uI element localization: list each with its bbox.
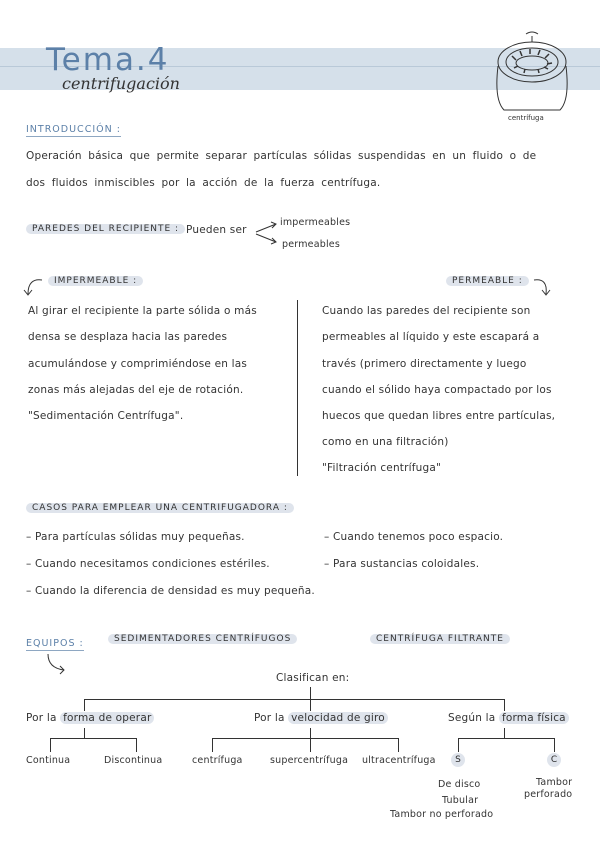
tree-line	[50, 738, 51, 752]
permeable-line-5: huecos que quedan libres entre partículas,	[322, 410, 556, 422]
impermeable-line-1: Al girar el recipiente la parte sólida o más	[28, 305, 257, 317]
centrifuge-drawing	[484, 30, 580, 126]
c-item-perforado: perforado	[524, 789, 573, 800]
c-item-tambor: Tambor	[536, 777, 573, 788]
case-item-1: – Para partículas sólidas muy pequeñas.	[26, 531, 245, 543]
curved-arrow-left-icon	[22, 276, 46, 298]
impermeable-line-3: acumulándose y comprimiéndose en las	[28, 358, 248, 370]
permeable-line-3: través (primero directamente y luego	[322, 358, 527, 370]
impermeable-heading: IMPERMEABLE :	[48, 276, 143, 286]
walls-option-impermeable: impermeables	[280, 217, 351, 228]
intro-heading: INTRODUCCIÓN :	[26, 124, 121, 135]
curved-arrow-right-icon	[530, 276, 554, 298]
tree-line	[310, 738, 311, 752]
case-item-4: – Cuando tenemos poco espacio.	[324, 531, 504, 543]
equipos-heading: EQUIPOS :	[26, 638, 84, 649]
tree-line	[310, 699, 311, 711]
column-divider	[297, 300, 298, 476]
page-title: Tema.4	[46, 42, 170, 78]
case-item-2: – Cuando necesitamos condiciones estériles.	[26, 558, 270, 570]
equipo-type-centrifuga-filtrante: CENTRÍFUGA FILTRANTE	[370, 634, 510, 644]
permeable-line-2: permeables al líquido y este escapará a	[322, 331, 540, 343]
shape-badge-c: C	[547, 753, 561, 767]
leaf-discontinua: Discontinua	[104, 755, 163, 766]
permeable-line-6: como en una filtración)	[322, 436, 449, 448]
tree-line	[84, 699, 504, 700]
s-item-tubular: Tubular	[442, 795, 479, 806]
tree-line	[458, 738, 554, 739]
leaf-continua: Continua	[26, 755, 71, 766]
leaf-supercentrifuga: supercentrífuga	[270, 755, 349, 766]
permeable-line-4: cuando el sólido haya compactado por los	[322, 384, 552, 396]
tree-line	[310, 728, 311, 738]
tree-line	[504, 699, 505, 711]
intro-line-2: dos fluidos inmiscibles por la acción de la fuerza centrífuga.	[26, 177, 381, 189]
tree-line	[212, 738, 398, 739]
impermeable-line-2: densa se desplaza hacia las paredes	[28, 331, 228, 343]
criterion-operation: Por la forma de operar	[26, 712, 154, 724]
impermeable-line-4: zonas más alejadas del eje de rotación.	[28, 384, 244, 396]
drawing-caption: centrífuga	[508, 114, 544, 122]
permeable-heading: PERMEABLE :	[446, 276, 529, 286]
permeable-line-7: "Filtración centrífuga"	[322, 462, 442, 474]
curved-arrow-down-icon	[44, 652, 70, 676]
case-item-5: – Para sustancias coloidales.	[324, 558, 480, 570]
page-subtitle: centrifugación	[62, 74, 180, 93]
tree-line	[212, 738, 213, 752]
intro-line-1: Operación básica que permite separar partículas sólidas suspendidas en un fluido o de	[26, 150, 537, 162]
impermeable-line-5: "Sedimentación Centrífuga".	[28, 410, 184, 422]
equipo-type-sedimentadores: SEDIMENTADORES CENTRÍFUGOS	[108, 634, 297, 644]
tree-line	[504, 728, 505, 738]
classify-label: Clasifican en:	[276, 672, 350, 684]
tree-line	[84, 699, 85, 711]
walls-option-permeable: permeables	[282, 239, 340, 250]
shape-badge-s: S	[451, 753, 465, 767]
criterion-speed: Por la velocidad de giro	[254, 712, 388, 724]
walls-heading: PAREDES DEL RECIPIENTE :	[26, 224, 185, 234]
s-item-disco: De disco	[438, 779, 481, 790]
walls-lead: Pueden ser	[186, 224, 247, 236]
case-item-3: – Cuando la diferencia de densidad es muy pequeña.	[26, 585, 315, 597]
leaf-ultracentrifuga: ultracentrífuga	[362, 755, 436, 766]
tree-line	[84, 728, 85, 738]
tree-line	[458, 738, 459, 752]
criterion-shape: Según la forma física	[448, 712, 569, 724]
s-item-tambor-no-perforado: Tambor no perforado	[390, 809, 494, 820]
tree-line	[398, 738, 399, 752]
tree-line	[50, 738, 136, 739]
leaf-centrifuga: centrífuga	[192, 755, 243, 766]
cases-heading: CASOS PARA EMPLEAR UNA CENTRIFUGADORA :	[26, 503, 294, 513]
tree-line	[136, 738, 137, 752]
tree-line	[554, 738, 555, 752]
permeable-line-1: Cuando las paredes del recipiente son	[322, 305, 531, 317]
tree-line	[310, 687, 311, 699]
